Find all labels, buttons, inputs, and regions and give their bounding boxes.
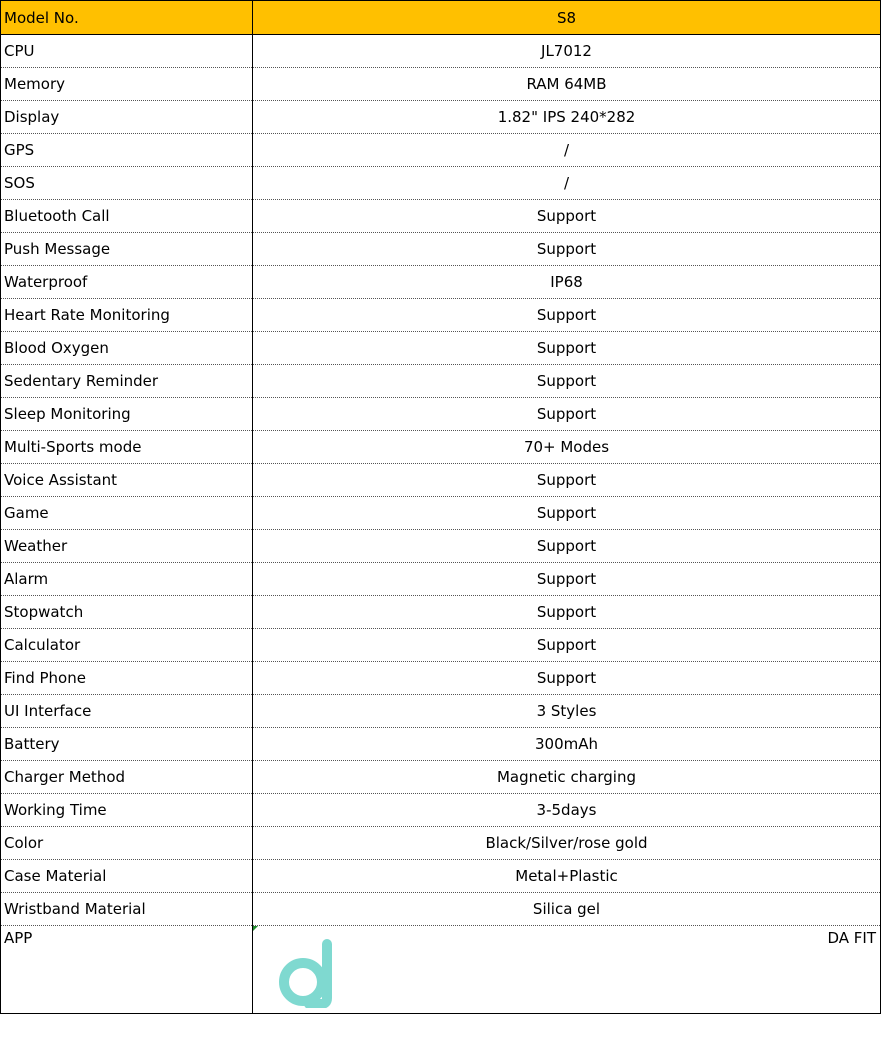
table-row [1,431,881,464]
table-row [1,167,881,200]
row-value: Support [253,596,881,629]
row-label: Multi-Sports mode [1,431,253,464]
row-value: Support [253,332,881,365]
row-label: Stopwatch [1,596,253,629]
table-row [1,365,881,398]
row-label: Wristband Material [1,893,253,926]
cell-comment-marker [253,926,258,931]
row-label: Memory [1,68,253,101]
row-label: Game [1,497,253,530]
app-label: APP [1,926,253,1014]
row-value: Support [253,200,881,233]
row-value: Support [253,464,881,497]
header-value: S8 [253,1,881,35]
table-row [1,101,881,134]
table-row [1,596,881,629]
table-row [1,761,881,794]
row-value: Black/Silver/rose gold [253,827,881,860]
row-label: Find Phone [1,662,253,695]
row-value: Support [253,299,881,332]
row-label: Blood Oxygen [1,332,253,365]
app-value [253,926,881,1014]
row-value: Support [253,233,881,266]
row-value: Support [253,497,881,530]
row-value: Support [253,398,881,431]
row-value: Support [253,365,881,398]
row-label: CPU [1,35,253,68]
row-label: Color [1,827,253,860]
table-row [1,827,881,860]
table-row [1,893,881,926]
table-row [1,497,881,530]
row-value: Support [253,563,881,596]
row-value: RAM 64MB [253,68,881,101]
app-name: DA FIT [827,929,876,947]
row-value: JL7012 [253,35,881,68]
row-label: Voice Assistant [1,464,253,497]
app-row [1,926,881,1014]
row-value: Magnetic charging [253,761,881,794]
row-value: IP68 [253,266,881,299]
row-label: Display [1,101,253,134]
table-row [1,68,881,101]
row-value: 3-5days [253,794,881,827]
row-label: Bluetooth Call [1,200,253,233]
row-label: Heart Rate Monitoring [1,299,253,332]
row-label: UI Interface [1,695,253,728]
row-label: Push Message [1,233,253,266]
row-value: 1.82" IPS 240*282 [253,101,881,134]
row-value: Silica gel [253,893,881,926]
row-label: GPS [1,134,253,167]
table-row [1,860,881,893]
table-row [1,332,881,365]
table-row [1,695,881,728]
row-value: Support [253,629,881,662]
row-label: Calculator [1,629,253,662]
table-row [1,464,881,497]
table-row [1,35,881,68]
table-header-row [1,1,881,35]
row-label: Battery [1,728,253,761]
row-value: Metal+Plastic [253,860,881,893]
row-value: 300mAh [253,728,881,761]
table-row [1,266,881,299]
row-value: / [253,134,881,167]
row-value: Support [253,530,881,563]
row-label: Charger Method [1,761,253,794]
row-value: 70+ Modes [253,431,881,464]
header-label: Model No. [1,1,253,35]
table-row [1,563,881,596]
table-row [1,398,881,431]
table-row [1,794,881,827]
da-fit-logo-icon [279,938,335,1008]
row-label: Alarm [1,563,253,596]
row-label: Waterproof [1,266,253,299]
row-label: SOS [1,167,253,200]
table-row [1,728,881,761]
row-value: 3 Styles [253,695,881,728]
table-row [1,134,881,167]
table-row [1,662,881,695]
row-label: Sleep Monitoring [1,398,253,431]
row-label: Case Material [1,860,253,893]
table-row [1,629,881,662]
table-row [1,233,881,266]
row-label: Working Time [1,794,253,827]
table-row [1,299,881,332]
table-row [1,530,881,563]
row-label: Sedentary Reminder [1,365,253,398]
row-value: Support [253,662,881,695]
row-label: Weather [1,530,253,563]
row-value: / [253,167,881,200]
table-row [1,200,881,233]
